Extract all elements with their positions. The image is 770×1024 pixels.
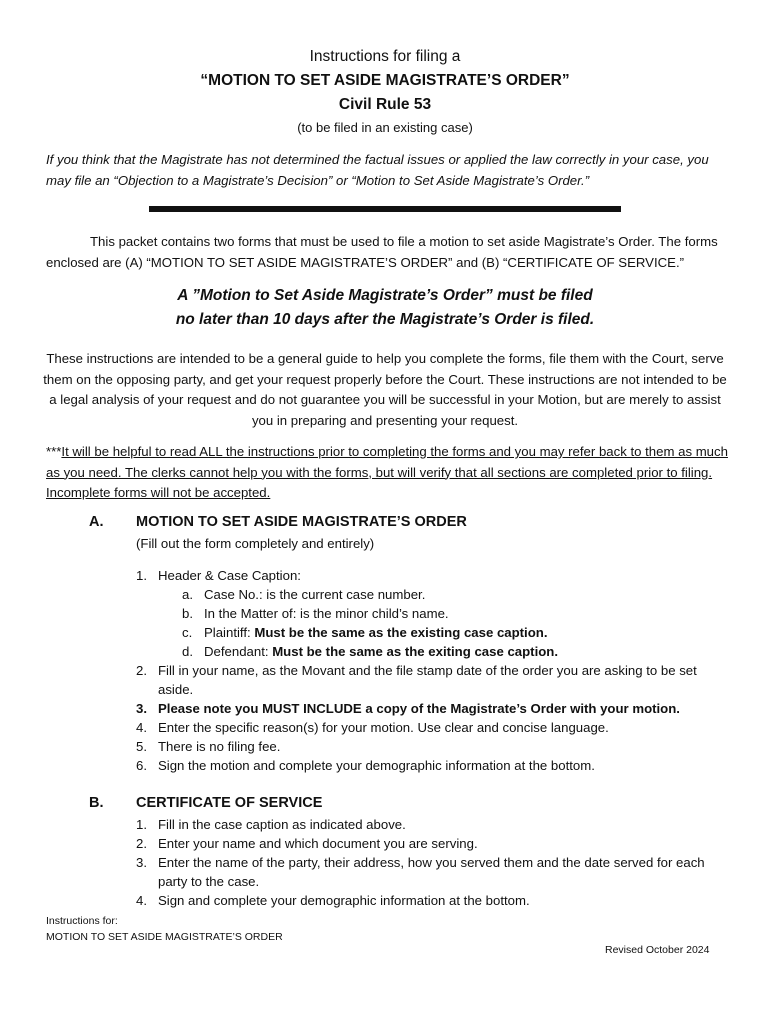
guide-paragraph: These instructions are intended to be a general guide to help you complete the forms, file them with the Court, serve them on the opposing party, and get your request properly before the Court. These instructions are not intended to be a legal analysis of your request and do not guarantee you will be successful in your Motion, but are merely to assist you in preparing and presenting your request. xyxy=(43,351,727,428)
section-b-letter: B. xyxy=(89,795,104,811)
item-text: Sign and complete your demographic information at the bottom. xyxy=(158,893,530,908)
item-number: b. xyxy=(182,606,193,621)
item-text: Enter the specific reason(s) for your motion. Use clear and concise language. xyxy=(158,720,609,735)
item-number: 6. xyxy=(136,758,147,773)
list-item xyxy=(136,834,716,853)
helpful-note xyxy=(46,442,736,504)
item-number: 4. xyxy=(136,893,147,908)
horizontal-divider xyxy=(149,206,621,212)
item-text: In the Matter of: is the minor child’s name. xyxy=(204,606,449,621)
packet-text: This packet contains two forms that must be used to file a motion to set aside Magistrate’s Order. The forms enclosed are (A) “MOTION TO SET ASIDE MAGISTRATE’S ORDER” and (B) “CERTIFICATE OF SERVICE.” xyxy=(46,234,718,270)
item-number: a. xyxy=(182,587,193,602)
intro-paragraph: If you think that the Magistrate has not determined the factual issues or applied the law correctly in your case, you may file an “Objection to a Magistrate’s Decision” or “Motion to Set Aside Magistrate’s Order.” xyxy=(46,152,709,188)
footer-left-line-2: MOTION TO SET ASIDE MAGISTRATE’S ORDER xyxy=(46,931,283,943)
item-number: 1. xyxy=(136,817,147,832)
item-text: Please note you MUST INCLUDE a copy of the Magistrate’s Order with your motion. xyxy=(158,701,680,716)
list-item xyxy=(136,756,716,775)
item-text: Enter the name of the party, their address, how you served them and the date served for each party to the case. xyxy=(158,855,705,889)
item-number: c. xyxy=(182,625,193,640)
item-text: Plaintiff: xyxy=(204,625,255,640)
item-text: Case No.: is the current case number. xyxy=(204,587,426,602)
list-item xyxy=(136,661,716,699)
item-text: Sign the motion and complete your demographic information at the bottom. xyxy=(158,758,595,773)
deadline-notice xyxy=(0,284,770,332)
list-item xyxy=(136,718,716,737)
list-item xyxy=(136,737,716,756)
list-item xyxy=(182,604,716,623)
item-number: 2. xyxy=(136,663,147,678)
list-item xyxy=(182,585,716,604)
item-number: 2. xyxy=(136,836,147,851)
list-item xyxy=(136,815,716,834)
list-item xyxy=(136,853,716,891)
deadline-line-2: no later than 10 days after the Magistrate’s Order is filed. xyxy=(175,311,595,328)
footer-left xyxy=(46,913,283,945)
item-number: 1. xyxy=(136,568,147,583)
list-item xyxy=(182,642,716,661)
item-text: Fill in your name, as the Movant and the file stamp date of the order you are asking to be set aside. xyxy=(158,663,697,697)
section-b-title: CERTIFICATE OF SERVICE xyxy=(136,795,323,811)
item-number: d. xyxy=(182,644,193,659)
section-a-title: MOTION TO SET ASIDE MAGISTRATE’S ORDER xyxy=(136,514,467,530)
item-number: 5. xyxy=(136,739,147,754)
list-item xyxy=(182,623,716,642)
helpful-prefix: *** xyxy=(46,444,62,459)
title-rule: Civil Rule 53 xyxy=(338,96,432,113)
title-note: (to be filed in an existing case) xyxy=(297,120,473,135)
item-number: 3. xyxy=(136,855,147,870)
title-line-1: Instructions for filing a xyxy=(309,48,461,65)
section-a-subtitle: (Fill out the form completely and entirely) xyxy=(136,536,375,551)
footer-left-line-1: Instructions for: xyxy=(46,915,118,927)
list-item xyxy=(136,699,716,718)
item-text: Fill in the case caption as indicated above. xyxy=(158,817,406,832)
item-number: 3. xyxy=(136,701,147,716)
item-number: 4. xyxy=(136,720,147,735)
list-item xyxy=(136,566,716,661)
item-text: Enter your name and which document you are serving. xyxy=(158,836,478,851)
deadline-line-1: A ”Motion to Set Aside Magistrate’s Order” must be filed xyxy=(177,287,593,304)
caption-sublist xyxy=(158,585,716,661)
packet-paragraph xyxy=(46,231,736,273)
section-b-list xyxy=(136,815,716,910)
item-text: There is no filing fee. xyxy=(158,739,281,754)
list-item xyxy=(136,891,716,910)
section-a-letter: A. xyxy=(89,514,104,530)
title-form-name: “MOTION TO SET ASIDE MAGISTRATE’S ORDER” xyxy=(200,72,570,89)
item-text: Defendant: xyxy=(204,644,273,659)
item-bold-text: Must be the same as the existing case caption. xyxy=(254,625,548,640)
section-a-list xyxy=(136,566,716,775)
item-text: Header & Case Caption: xyxy=(158,568,301,583)
item-bold-text: Must be the same as the exiting case caption. xyxy=(272,644,559,659)
footer-revision-date: Revised October 2024 xyxy=(605,944,710,956)
helpful-text: It will be helpful to read ALL the instructions prior to completing the forms and you may refer back to them as much as you need. The clerks cannot help you with the forms, but will verify that all sections are completed prior to filing. Incomplete forms will not be accepted. xyxy=(46,444,728,500)
